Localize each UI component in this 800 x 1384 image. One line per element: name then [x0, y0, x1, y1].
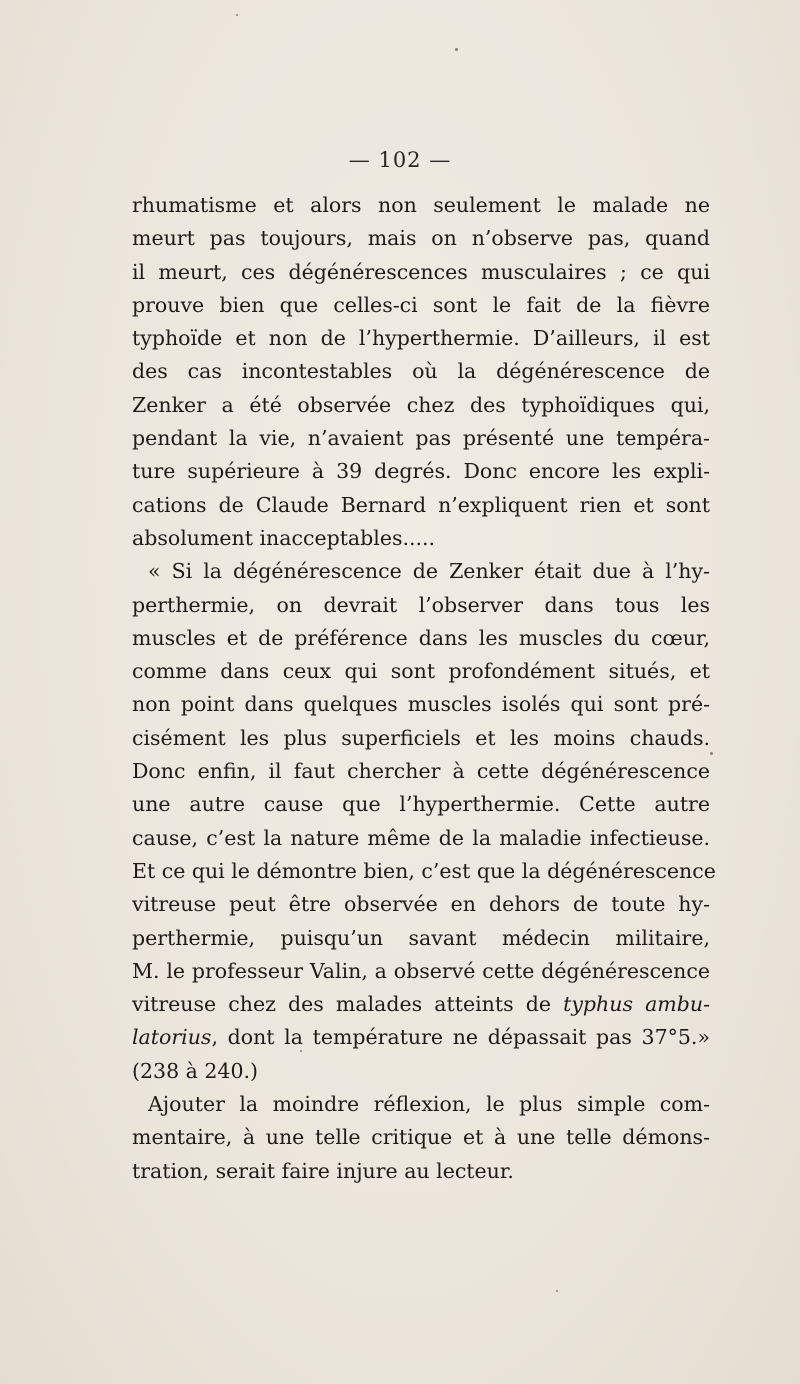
paper-speck [455, 48, 458, 51]
paper-speck [710, 752, 713, 755]
text-line [132, 1021, 710, 1054]
text-line: vitreuse peut être observée en dehors de toute hy- [132, 892, 710, 917]
text-span: , dont la température ne dépassait pas 37°5.» [211, 1025, 710, 1050]
text-line: perthermie, puisqu’un savant médecin militaire, [132, 925, 710, 950]
text-line: une autre cause que l’hyperthermie. Cette autre [132, 792, 710, 817]
text-line: comme dans ceux qui sont profondément situés, et [132, 659, 710, 684]
text-line: ture supérieure à 39 degrés. Donc encore les expli- [132, 459, 710, 484]
text-line: prouve bien que celles-ci sont le fait de la fièvre [132, 292, 710, 317]
text-line: Ajouter la moindre réflexion, le plus simple com- [148, 1092, 710, 1117]
text-line: absolument inacceptables..... [132, 525, 436, 550]
citation-line: (238 à 240.) [132, 1058, 259, 1083]
italic-term: typhus ambu- [563, 992, 710, 1017]
text-line: muscles et de préférence dans les muscles du cœur, [132, 625, 710, 650]
paper-speck [556, 1290, 558, 1292]
text-line: cause, c’est la nature même de la maladie infectieuse. [132, 825, 710, 850]
text-line: perthermie, on devrait l’observer dans tous les [132, 592, 710, 617]
paper-speck [236, 14, 238, 16]
text-line: cations de Claude Bernard n’expliquent rien et sont [132, 492, 710, 517]
text-line: non point dans quelques muscles isolés qui sont pré- [132, 692, 710, 717]
text-span: vitreuse chez des malades atteints de [132, 992, 564, 1017]
text-line: Et ce qui le démontre bien, c’est que la dégénérescence [132, 858, 716, 883]
text-line: Donc enfin, il faut chercher à cette dégénérescence [132, 759, 710, 784]
text-line: cisément les plus superficiels et les moins chauds. [132, 725, 710, 750]
text-line: tration, serait faire injure au lecteur. [132, 1158, 514, 1183]
text-line: mentaire, à une telle critique et à une telle démons- [132, 1125, 710, 1150]
text-line: meurt pas toujours, mais on n’observe pas, quand [132, 226, 710, 251]
text-line: il meurt, ces dégénérescences musculaires ; ce qui [132, 259, 710, 284]
text-line: typhoïde et non de l’hyperthermie. D’ailleurs, il est [132, 326, 710, 351]
body-text [132, 189, 716, 1188]
page-number: — 102 — [348, 148, 452, 172]
text-line: Zenker a été observée chez des typhoïdiques qui, [132, 392, 710, 417]
italic-term: latorius [132, 1025, 212, 1050]
text-line: M. le professeur Valin, a observé cette dégénérescence [132, 958, 710, 983]
text-line: pendant la vie, n’avaient pas présenté une tempéra- [132, 426, 710, 451]
text-line: « Si la dégénérescence de Zenker était due à l’hy- [148, 559, 710, 584]
text-line: des cas incontestables où la dégénérescence de [132, 359, 710, 384]
paper-speck [300, 1050, 302, 1052]
text-line [132, 988, 710, 1021]
text-line: rhumatisme et alors non seulement le malade ne [132, 193, 710, 217]
